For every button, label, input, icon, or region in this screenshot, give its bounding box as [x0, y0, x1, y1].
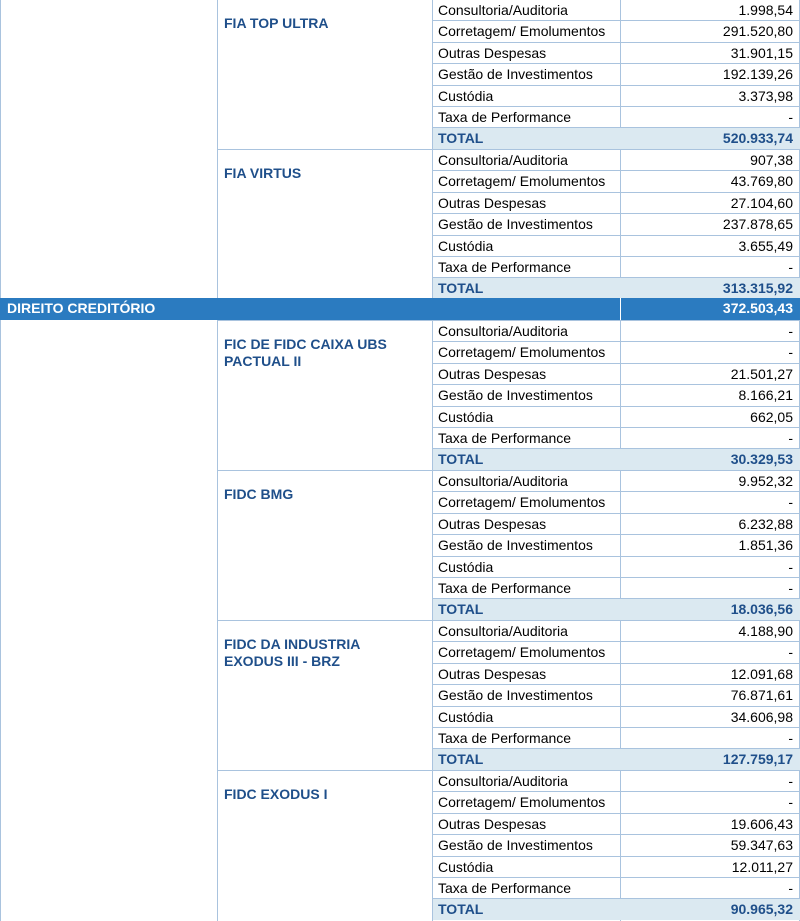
- expense-value: -: [788, 323, 793, 339]
- category-column-separator: [620, 298, 621, 320]
- row-divider-line: [432, 598, 800, 599]
- expense-label: Custódia: [438, 858, 494, 875]
- row-divider-line: [432, 513, 800, 514]
- fund-name: FIA TOP ULTRA: [224, 15, 329, 31]
- expense-value: 6.232,88: [738, 515, 793, 532]
- row-divider-line: [432, 491, 800, 492]
- row-divider-line: [432, 748, 800, 749]
- expense-row: [433, 535, 800, 555]
- row-divider-line: [432, 877, 800, 878]
- expense-value: -: [788, 259, 793, 275]
- expense-value: -: [788, 794, 793, 811]
- expense-value: 27.104,60: [730, 194, 793, 211]
- expense-row: [433, 578, 800, 598]
- category-label: DIREITO CREDITÓRIO: [7, 300, 156, 316]
- fund-name: FIDC EXODUS I: [224, 786, 328, 802]
- expense-row: [433, 385, 800, 405]
- expense-label: Consultoria/Auditoria: [438, 773, 568, 789]
- expense-row: [433, 214, 800, 234]
- expense-value: 31.901,15: [730, 44, 793, 61]
- expense-label: Gestão de Investimentos: [438, 66, 593, 83]
- expense-value: -: [788, 558, 793, 575]
- row-divider-line: [432, 641, 800, 642]
- fund-name: FIDC BMG: [224, 486, 294, 502]
- row-divider-line: [432, 791, 800, 792]
- expense-label: Taxa de Performance: [438, 259, 572, 275]
- expense-value: -: [788, 880, 793, 896]
- total-row: [433, 128, 800, 148]
- expense-row: [433, 685, 800, 705]
- total-row: [433, 278, 800, 298]
- total-label: TOTAL: [438, 280, 484, 297]
- row-divider-line: [432, 363, 800, 364]
- expense-value: -: [788, 344, 793, 361]
- expense-label: Outras Despesas: [438, 515, 547, 532]
- expense-row: [433, 814, 800, 834]
- row-divider-line: [432, 235, 800, 236]
- expense-value: 12.091,68: [730, 665, 793, 682]
- expense-value: -: [788, 773, 793, 789]
- expense-value: 4.188,90: [738, 623, 793, 639]
- expense-label: Corretagem/ Emolumentos: [438, 173, 606, 190]
- expense-value: 76.871,61: [730, 687, 793, 704]
- total-value: 90.965,32: [730, 901, 793, 918]
- row-divider-line: [432, 684, 800, 685]
- fund-column-line: [217, 0, 218, 921]
- expense-value: 192.139,26: [722, 66, 793, 83]
- expense-label: Custódia: [438, 558, 494, 575]
- row-divider-line: [432, 727, 800, 728]
- row-divider-line: [432, 556, 800, 557]
- row-divider-line: [432, 427, 800, 428]
- row-divider-line: [432, 20, 800, 21]
- category-total-value: 372.503,43: [722, 300, 793, 316]
- expense-value: 907,38: [750, 152, 793, 168]
- row-divider-line: [432, 898, 800, 899]
- total-value: 127.759,17: [722, 751, 793, 768]
- row-divider-line: [432, 106, 800, 107]
- expense-label: Corretagem/ Emolumentos: [438, 794, 606, 811]
- row-divider-line: [432, 127, 800, 128]
- expense-label: Custódia: [438, 708, 494, 725]
- total-label: TOTAL: [438, 451, 484, 468]
- expense-value: -: [788, 109, 793, 125]
- total-label: TOTAL: [438, 751, 484, 768]
- expense-row: [433, 257, 800, 277]
- expense-value: -: [788, 644, 793, 661]
- expense-label: Corretagem/ Emolumentos: [438, 23, 606, 40]
- total-row: [433, 599, 800, 619]
- expense-value: 1.851,36: [738, 537, 793, 554]
- expense-row: [433, 471, 800, 491]
- expense-value: 237.878,65: [722, 216, 793, 233]
- expense-row: [433, 428, 800, 448]
- row-divider-line: [432, 813, 800, 814]
- total-value: 18.036,56: [730, 601, 793, 618]
- expense-label: Gestão de Investimentos: [438, 387, 593, 404]
- row-divider-line: [432, 213, 800, 214]
- expense-label: Taxa de Performance: [438, 730, 572, 746]
- expense-row: [433, 728, 800, 748]
- expense-label: Outras Despesas: [438, 194, 547, 211]
- expense-label: Outras Despesas: [438, 44, 547, 61]
- expense-value: 34.606,98: [730, 708, 793, 725]
- expense-label: Outras Despesas: [438, 815, 547, 832]
- expense-label: Corretagem/ Emolumentos: [438, 644, 606, 661]
- expense-row: [433, 0, 800, 20]
- expense-row: [433, 492, 800, 512]
- expense-row: [433, 514, 800, 534]
- expense-row: [433, 321, 800, 341]
- expense-value: 3.655,49: [738, 237, 793, 254]
- expense-value: 662,05: [750, 408, 793, 425]
- expense-row: [433, 407, 800, 427]
- left-border-line: [0, 0, 1, 921]
- expense-row: [433, 557, 800, 577]
- expense-label: Consultoria/Auditoria: [438, 623, 568, 639]
- expense-row: [433, 857, 800, 877]
- expense-value: 8.166,21: [738, 387, 793, 404]
- expense-value: -: [788, 730, 793, 746]
- expense-label: Gestão de Investimentos: [438, 216, 593, 233]
- fund-name: FIDC DA INDUSTRIA EXODUS III - BRZ: [224, 636, 360, 669]
- expense-row: [433, 878, 800, 898]
- expense-value: -: [788, 494, 793, 511]
- expense-label: Custódia: [438, 237, 494, 254]
- expense-label: Gestão de Investimentos: [438, 537, 593, 554]
- expense-label: Custódia: [438, 408, 494, 425]
- row-divider-line: [432, 534, 800, 535]
- expense-value: 43.769,80: [730, 173, 793, 190]
- total-label: TOTAL: [438, 130, 484, 147]
- expense-row: [433, 64, 800, 84]
- expense-label: Consultoria/Auditoria: [438, 323, 568, 339]
- expense-row: [433, 835, 800, 855]
- expense-label: Consultoria/Auditoria: [438, 152, 568, 168]
- expense-value: 3.373,98: [738, 87, 793, 104]
- expense-value: 21.501,27: [730, 365, 793, 382]
- expense-row: [433, 107, 800, 127]
- row-divider-line: [432, 406, 800, 407]
- expense-label: Custódia: [438, 87, 494, 104]
- expense-row: [433, 171, 800, 191]
- expense-label: Taxa de Performance: [438, 880, 572, 896]
- expense-row: [433, 21, 800, 41]
- expense-label: Corretagem/ Emolumentos: [438, 494, 606, 511]
- expense-label: Gestão de Investimentos: [438, 687, 593, 704]
- expense-value: 19.606,43: [730, 815, 793, 832]
- total-row: [433, 449, 800, 469]
- row-divider-line: [432, 341, 800, 342]
- expense-value: 9.952,32: [738, 473, 793, 489]
- total-label: TOTAL: [438, 601, 484, 618]
- row-divider-line: [432, 384, 800, 385]
- total-value: 30.329,53: [730, 451, 793, 468]
- expense-row: [433, 664, 800, 684]
- row-divider-line: [432, 192, 800, 193]
- expense-value: 291.520,80: [722, 23, 793, 40]
- expense-label: Corretagem/ Emolumentos: [438, 344, 606, 361]
- expense-value: -: [788, 430, 793, 446]
- row-divider-line: [432, 42, 800, 43]
- row-divider-line: [432, 663, 800, 664]
- fund-name: FIC DE FIDC CAIXA UBS PACTUAL II: [224, 336, 387, 369]
- expense-row: [433, 771, 800, 791]
- row-divider-line: [432, 856, 800, 857]
- row-divider-line: [432, 85, 800, 86]
- total-value: 520.933,74: [722, 130, 793, 147]
- expense-label: Outras Despesas: [438, 665, 547, 682]
- total-row: [433, 899, 800, 919]
- row-divider-line: [432, 834, 800, 835]
- expense-label: Taxa de Performance: [438, 430, 572, 446]
- expense-value: 1.998,54: [738, 2, 793, 18]
- expense-row: [433, 707, 800, 727]
- row-divider-line: [432, 63, 800, 64]
- row-divider-line: [432, 170, 800, 171]
- expense-row: [433, 342, 800, 362]
- expense-value: 12.011,27: [731, 858, 793, 875]
- expense-label: Outras Despesas: [438, 365, 547, 382]
- expense-row: [433, 621, 800, 641]
- expense-label: Taxa de Performance: [438, 580, 572, 596]
- row-divider-line: [432, 706, 800, 707]
- expense-row: [433, 150, 800, 170]
- expense-row: [433, 364, 800, 384]
- expense-row: [433, 193, 800, 213]
- expense-label: Consultoria/Auditoria: [438, 2, 568, 18]
- row-divider-line: [432, 577, 800, 578]
- fund-name: FIA VIRTUS: [224, 165, 302, 181]
- expense-row: [433, 86, 800, 106]
- total-row: [433, 749, 800, 769]
- row-divider-line: [432, 256, 800, 257]
- expense-value: -: [788, 580, 793, 596]
- expense-label: Taxa de Performance: [438, 109, 572, 125]
- expense-row: [433, 642, 800, 662]
- expense-row: [433, 43, 800, 63]
- expense-row: [433, 236, 800, 256]
- total-label: TOTAL: [438, 901, 484, 918]
- category-row-direito-creditorio: [0, 298, 800, 320]
- expense-label: Gestão de Investimentos: [438, 837, 593, 854]
- expense-label: Consultoria/Auditoria: [438, 473, 568, 489]
- total-value: 313.315,92: [722, 280, 793, 297]
- row-divider-line: [432, 277, 800, 278]
- row-divider-line: [432, 448, 800, 449]
- expense-row: [433, 792, 800, 812]
- expense-value: 59.347,63: [730, 837, 793, 854]
